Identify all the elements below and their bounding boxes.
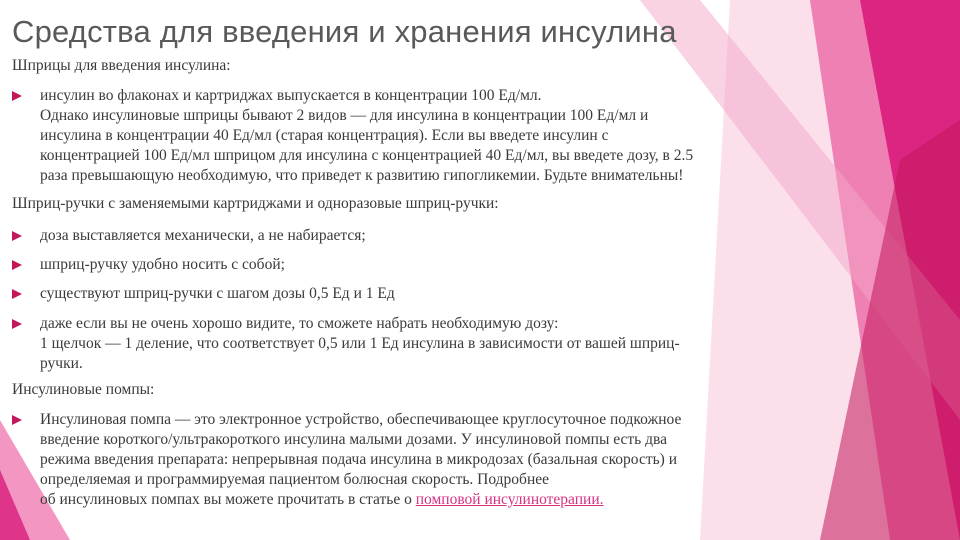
triangle-bullet-icon (12, 260, 22, 270)
section-heading-pens: Шприц-ручки с заменяемыми картриджами и одноразовые шприц-ручки: (12, 195, 499, 212)
bullet-text: доза выставляется механически, а не набирается; (40, 227, 366, 244)
triangle-bullet-icon (12, 289, 22, 299)
triangle-bullet-icon (12, 319, 22, 329)
section-heading-syringes: Шприцы для введения инсулина: (12, 57, 231, 74)
slide-title: Средства для введения и хранения инсулина (12, 14, 677, 49)
pump-therapy-link[interactable]: помповой инсулинотерапии. (415, 491, 604, 508)
bullet-text-body: Инсулиновая помпа — это электронное устройство, обеспечивающее круглосуточное подкожное введение короткого/ультракороткого инсулина малыми дозами. У инсулиновой помпы есть два режима введения препарата: непрерывная подача инсулина в микродозах (базальная скорость) и определяемая и программируемая пациентом болюсная скорость. Подробнее об инсулиновых помпах вы можете прочитать в статье о (40, 411, 682, 508)
bullet-text (40, 410, 810, 510)
section-heading-pumps: Инсулиновые помпы: (12, 381, 155, 398)
triangle-bullet-icon (12, 231, 22, 241)
bullet-text: даже если вы не очень хорошо видите, то сможете набрать необходимую дозу: 1 щелчок — 1 деление, что соответствует 0,5 или 1 Ед инсулина в зависимости от вашей шприц- ручки. (40, 315, 680, 372)
triangle-bullet-icon (12, 91, 22, 101)
bullet-text: инсулин во флаконах и картриджах выпускается в концентрации 100 Ед/мл. Однако инсулиновые шприцы бывают 2 видов — для инсулина в концентрации 100 Ед/мл и инсулина в концентрации 40 Ед/мл (старая концентрация). Если вы введете инсулин с концентрацией 100 Ед/мл шприцом для инсулина с концентрацией 40 Ед/мл, вы введете дозу, в 2.5 раза превышающую необходимую, что приведет к развитию гипогликемии. Будьте внимательны! (40, 87, 694, 184)
triangle-bullet-icon (12, 415, 22, 425)
bullet-text: шприц-ручку удобно носить с собой; (40, 256, 285, 273)
bullet-text: существуют шприц-ручки с шагом дозы 0,5 Ед и 1 Ед (40, 285, 395, 302)
